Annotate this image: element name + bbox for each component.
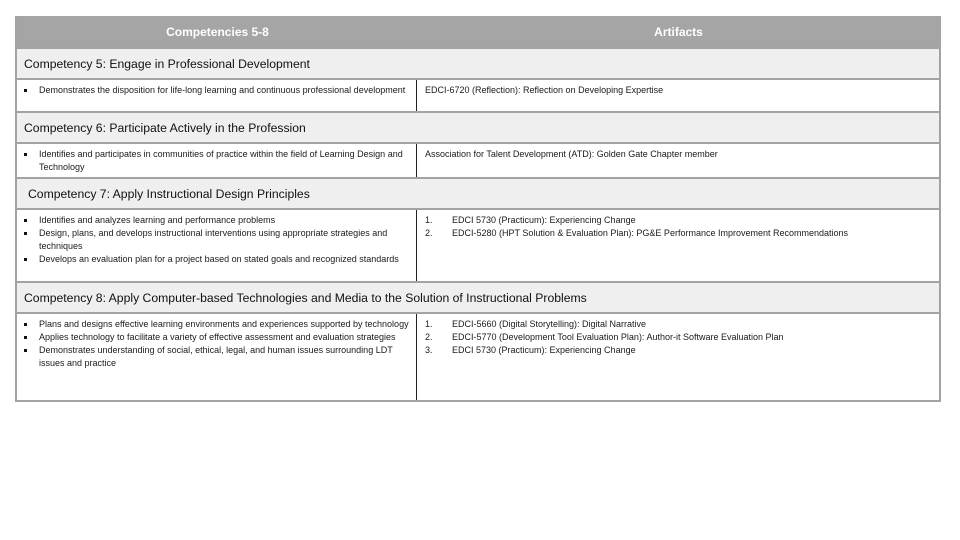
- artifact-item: [425, 214, 933, 227]
- artifact-item: Association for Talent Development (ATD): Golden Gate Chapter member: [425, 149, 718, 159]
- header-competencies: Competencies 5-8: [166, 24, 269, 39]
- criteria-item: Identifies and analyzes learning and performance problems: [22, 214, 410, 227]
- competencies-table: [15, 16, 941, 402]
- criteria-cell: [17, 314, 417, 400]
- artifact-text: EDCI 5730 (Practicum): Experiencing Change: [452, 215, 636, 225]
- artifact-text: EDCI 5730 (Practicum): Experiencing Change: [452, 345, 636, 355]
- criteria-item: Demonstrates understanding of social, ethical, legal, and human issues surrounding LDT issues and practice: [22, 344, 410, 370]
- artifact-item: [425, 331, 933, 344]
- artifact-item: EDCI-6720 (Reflection): Reflection on Developing Expertise: [425, 85, 664, 95]
- artifact-cell: [417, 80, 939, 111]
- table-row: [17, 142, 939, 177]
- section-title-competency-7: Competency 7: Apply Instructional Design Principles: [17, 177, 939, 208]
- artifact-cell: [417, 314, 939, 400]
- criteria-cell: [17, 144, 417, 177]
- criteria-item: Demonstrates the disposition for life-long learning and continuous professional development: [22, 84, 410, 97]
- artifact-item: [425, 318, 933, 331]
- criteria-cell: [17, 80, 417, 111]
- criteria-item: Plans and designs effective learning environments and experiences supported by technology: [22, 318, 410, 331]
- artifact-text: EDCI-5660 (Digital Storytelling): Digital Narrative: [452, 319, 647, 329]
- artifact-number: 2.: [425, 332, 433, 342]
- artifact-number: 2.: [425, 228, 433, 238]
- artifact-number: 1.: [425, 215, 433, 225]
- criteria-item: Applies technology to facilitate a variety of effective assessment and evaluation strategies: [22, 331, 410, 344]
- artifact-text: EDCI-5280 (HPT Solution & Evaluation Plan): PG&E Performance Improvement Recommendations: [452, 228, 849, 238]
- table-header-row: [17, 16, 939, 47]
- criteria-cell: [17, 210, 417, 281]
- table-row: [17, 78, 939, 111]
- artifact-number: 3.: [425, 345, 433, 355]
- artifact-number: 1.: [425, 319, 433, 329]
- criteria-item: Design, plans, and develops instructional interventions using appropriate strategies and techniques: [22, 227, 410, 253]
- artifact-item: [425, 227, 933, 240]
- artifact-item: [425, 344, 933, 357]
- table-row: [17, 208, 939, 281]
- artifact-cell: [417, 210, 939, 281]
- table-row: [17, 312, 939, 400]
- section-title-competency-8: Competency 8: Apply Computer-based Technologies and Media to the Solution of Instructional Problems: [17, 281, 939, 312]
- artifact-cell: [417, 144, 939, 177]
- criteria-item: Develops an evaluation plan for a project based on stated goals and recognized standards: [22, 253, 410, 266]
- section-title-competency-6: Competency 6: Participate Actively in the Profession: [17, 111, 939, 142]
- section-title-competency-5: Competency 5: Engage in Professional Development: [17, 47, 939, 78]
- criteria-item: Identifies and participates in communities of practice within the field of Learning Design and Technology: [22, 148, 410, 174]
- artifact-text: EDCI-5770 (Development Tool Evaluation Plan): Author-it Software Evaluation Plan: [452, 332, 784, 342]
- header-artifacts: Artifacts: [654, 24, 703, 39]
